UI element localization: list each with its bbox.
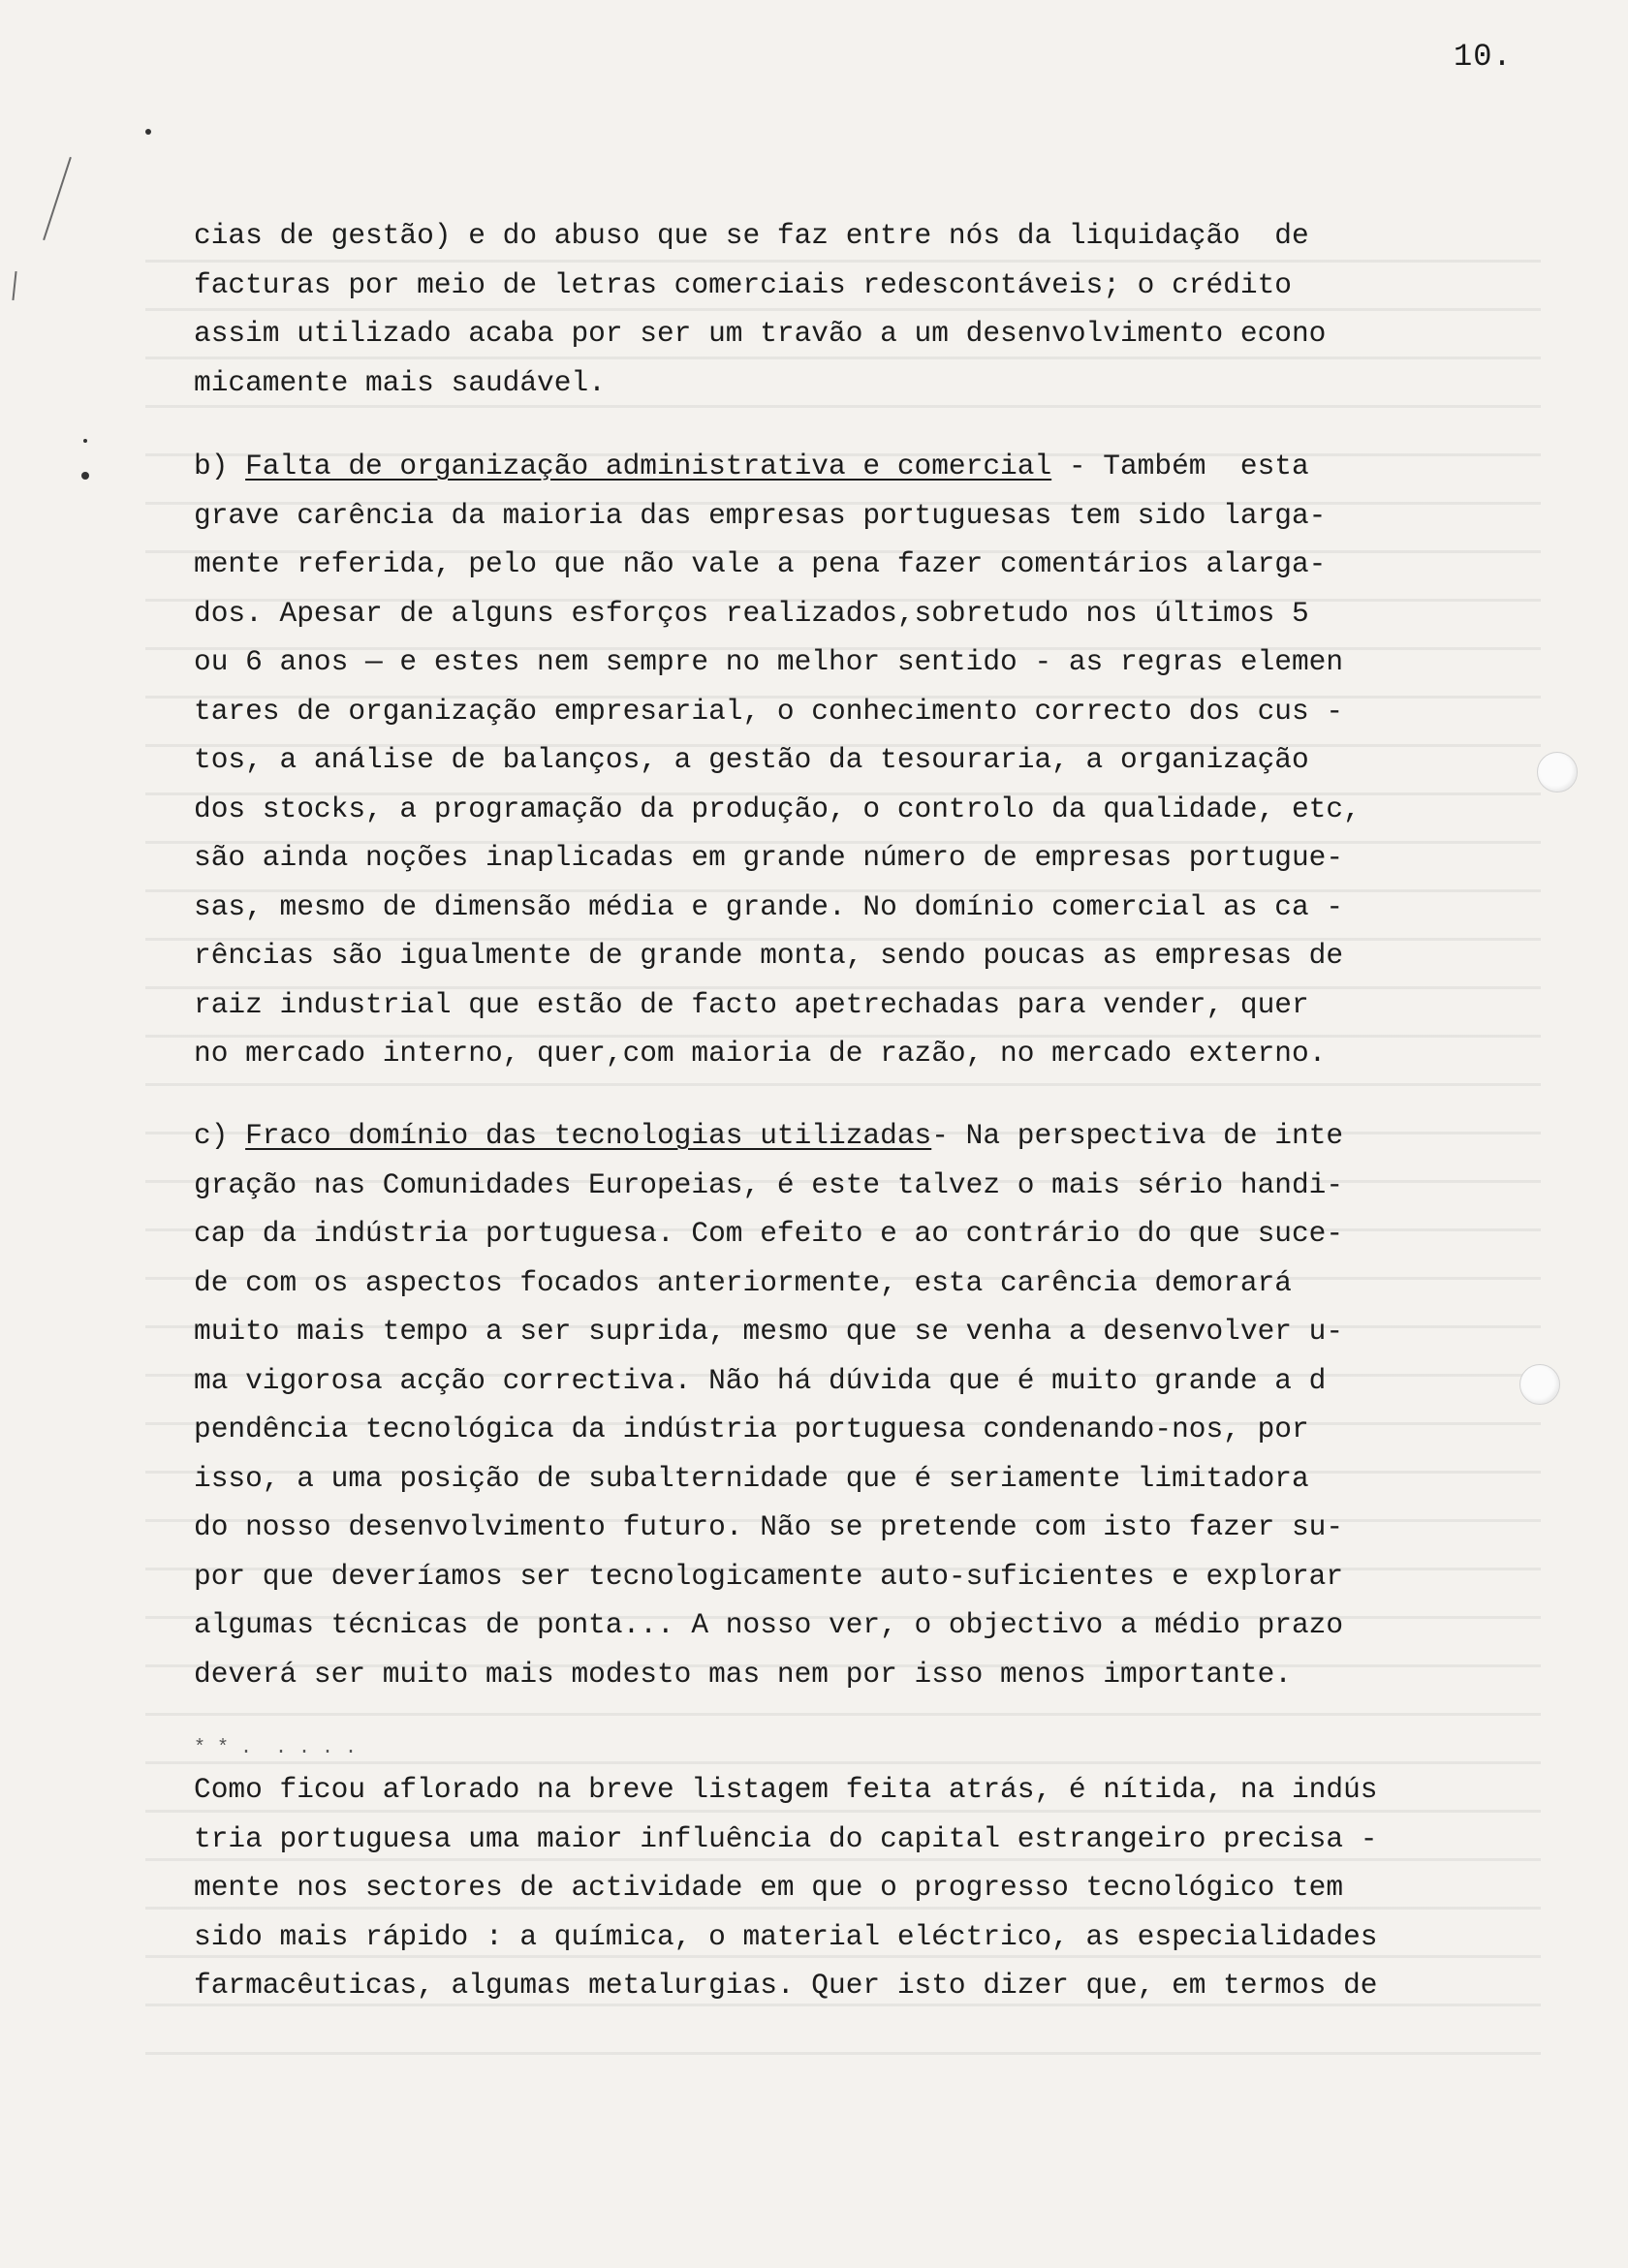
section-c-paragraph — [194, 1111, 1580, 1698]
text-line: tos, a análise de balanços, a gestão da tesouraria, a organização — [194, 743, 1309, 776]
text-line: mente referida, pelo que não vale a pena fazer comentários alarga- — [194, 547, 1327, 580]
text-line: isso, a uma posição de subalternidade que é seriamente limitadora — [194, 1461, 1309, 1495]
text-line: rências são igualmente de grande monta, sendo poucas as empresas de — [194, 939, 1344, 972]
text-line: tria portuguesa uma maior influência do capital estrangeiro precisa - — [194, 1821, 1378, 1855]
separator-marks: * * . . . . . — [194, 1737, 358, 1759]
margin-dot — [81, 472, 89, 480]
section-c-heading: Fraco domínio das tecnologias utilizadas — [245, 1119, 932, 1152]
text-line: farmacêuticas, algumas metalurgias. Quer isto dizer que, em termos de — [194, 1969, 1378, 2002]
text-line: no mercado interno, quer,com maioria de razão, no mercado externo. — [194, 1037, 1327, 1070]
section-c-first-line — [194, 1111, 1580, 1161]
text-line: mente nos sectores de actividade em que o progresso tecnológico tem — [194, 1871, 1344, 1904]
section-b-paragraph — [194, 442, 1580, 1078]
section-c-first-line-rest: - Na perspectiva de inte — [931, 1119, 1344, 1152]
text-line: raiz industrial que estão de facto apetrechadas para vender, quer — [194, 987, 1309, 1021]
section-c-marker: c) — [194, 1119, 246, 1152]
margin-dot — [83, 439, 87, 443]
text-line: de com os aspectos focados anteriormente, esta carência demorará — [194, 1265, 1292, 1299]
text-line: facturas por meio de letras comerciais redescontáveis; o crédito — [194, 267, 1292, 301]
text-line: sido mais rápido : a química, o material eléctrico, as especialidades — [194, 1919, 1378, 1953]
text-line: Como ficou aflorado na breve listagem feita atrás, é nítida, na indús — [194, 1773, 1378, 1806]
section-b-first-line — [194, 442, 1580, 491]
text-line: micamente mais saudável. — [194, 365, 606, 399]
text-line: são ainda noções inaplicadas em grande número de empresas portugue- — [194, 841, 1344, 874]
text-line: assim utilizado acaba por ser um travão a um desenvolvimento econo — [194, 317, 1327, 350]
text-line: grave carência da maioria das empresas portuguesas tem sido larga- — [194, 498, 1327, 532]
text-line: cias de gestão) e do abuso que se faz entre nós da liquidação de — [194, 219, 1309, 252]
page-number: 10. — [1454, 39, 1513, 75]
margin-pencil-line — [43, 157, 72, 240]
final-paragraph — [194, 1765, 1580, 2010]
text-line: tares de organização empresarial, o conhecimento correcto dos cus - — [194, 694, 1344, 728]
text-line: cap da indústria portuguesa. Com efeito e ao contrário do que suce- — [194, 1217, 1344, 1250]
section-b-marker: b) — [194, 450, 246, 482]
text-line: ma vigorosa acção correctiva. Não há dúvida que é muito grande a d — [194, 1363, 1327, 1397]
text-line: do nosso desenvolvimento futuro. Não se pretende com isto fazer su- — [194, 1510, 1344, 1543]
intro-paragraph — [194, 211, 1580, 407]
text-line: muito mais tempo a ser suprida, mesmo que se venha a desenvolver u- — [194, 1315, 1344, 1348]
section-b-first-line-rest: - Também esta — [1051, 450, 1309, 482]
text-line: pendência tecnológica da indústria portuguesa condenando-nos, por — [194, 1413, 1309, 1445]
margin-dot — [145, 129, 151, 135]
text-line: ou 6 anos — e estes nem sempre no melhor sentido - as regras elemen — [194, 645, 1344, 678]
text-line: por que deveríamos ser tecnologicamente auto-suficientes e explorar — [194, 1559, 1344, 1593]
text-line: gração nas Comunidades Europeias, é este talvez o mais sério handi- — [194, 1167, 1344, 1201]
text-line: dos stocks, a programação da produção, o controlo da qualidade, etc, — [194, 792, 1361, 825]
text-line: deverá ser muito mais modesto mas nem por isso menos importante. — [194, 1657, 1292, 1691]
section-b-heading: Falta de organização administrativa e comercial — [245, 450, 1052, 482]
text-line: dos. Apesar de alguns esforços realizados,sobretudo nos últimos 5 — [194, 596, 1309, 630]
margin-pencil-line — [12, 271, 16, 300]
text-line: algumas técnicas de ponta... A nosso ver, o objectivo a médio prazo — [194, 1608, 1344, 1641]
text-line: sas, mesmo de dimensão média e grande. No domínio comercial as ca - — [194, 889, 1344, 923]
